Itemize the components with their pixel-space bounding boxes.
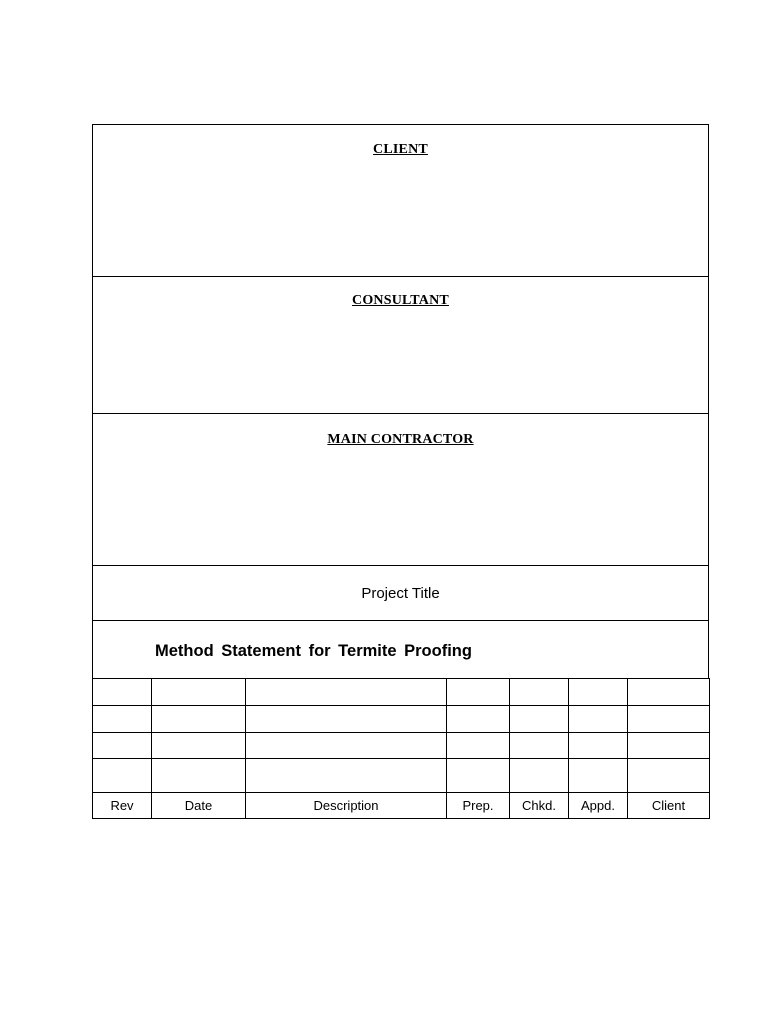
main-contractor-heading: MAIN CONTRACTOR	[327, 432, 474, 447]
table-row	[93, 733, 710, 759]
table-cell	[510, 733, 569, 759]
table-row	[93, 706, 710, 733]
table-cell	[569, 759, 628, 793]
consultant-section	[92, 276, 709, 413]
table-cell	[447, 679, 510, 706]
table-cell	[246, 679, 447, 706]
revision-header-row	[93, 793, 710, 819]
column-header-date: Date	[152, 793, 246, 819]
table-cell	[93, 679, 152, 706]
table-cell	[628, 706, 710, 733]
table-row	[93, 679, 710, 706]
project-title-section	[92, 565, 709, 620]
table-cell	[510, 706, 569, 733]
table-cell	[447, 759, 510, 793]
table-cell	[628, 733, 710, 759]
table-cell	[510, 759, 569, 793]
table-cell	[569, 706, 628, 733]
column-header-rev: Rev	[93, 793, 152, 819]
client-section	[92, 124, 709, 276]
column-header-appd: Appd.	[569, 793, 628, 819]
table-cell	[569, 733, 628, 759]
revision-table	[92, 678, 710, 819]
column-header-prep: Prep.	[447, 793, 510, 819]
table-cell	[569, 679, 628, 706]
column-header-client: Client	[628, 793, 710, 819]
table-cell	[510, 679, 569, 706]
table-cell	[628, 759, 710, 793]
column-header-description: Description	[246, 793, 447, 819]
table-cell	[246, 733, 447, 759]
table-cell	[246, 759, 447, 793]
consultant-heading: CONSULTANT	[352, 293, 449, 308]
client-heading: CLIENT	[373, 142, 428, 157]
table-cell	[447, 706, 510, 733]
method-statement-section	[92, 620, 709, 678]
table-cell	[152, 759, 246, 793]
table-cell	[152, 733, 246, 759]
table-cell	[152, 679, 246, 706]
method-statement-title: Method Statement for Termite Proofing	[155, 642, 472, 660]
table-cell	[93, 759, 152, 793]
project-title-label: Project Title	[361, 585, 440, 602]
cover-sheet	[92, 124, 709, 819]
table-cell	[93, 733, 152, 759]
column-header-chkd: Chkd.	[510, 793, 569, 819]
table-cell	[447, 733, 510, 759]
table-cell	[152, 706, 246, 733]
main-contractor-section	[92, 413, 709, 565]
table-cell	[246, 706, 447, 733]
table-row	[93, 759, 710, 793]
table-cell	[628, 679, 710, 706]
table-cell	[93, 706, 152, 733]
